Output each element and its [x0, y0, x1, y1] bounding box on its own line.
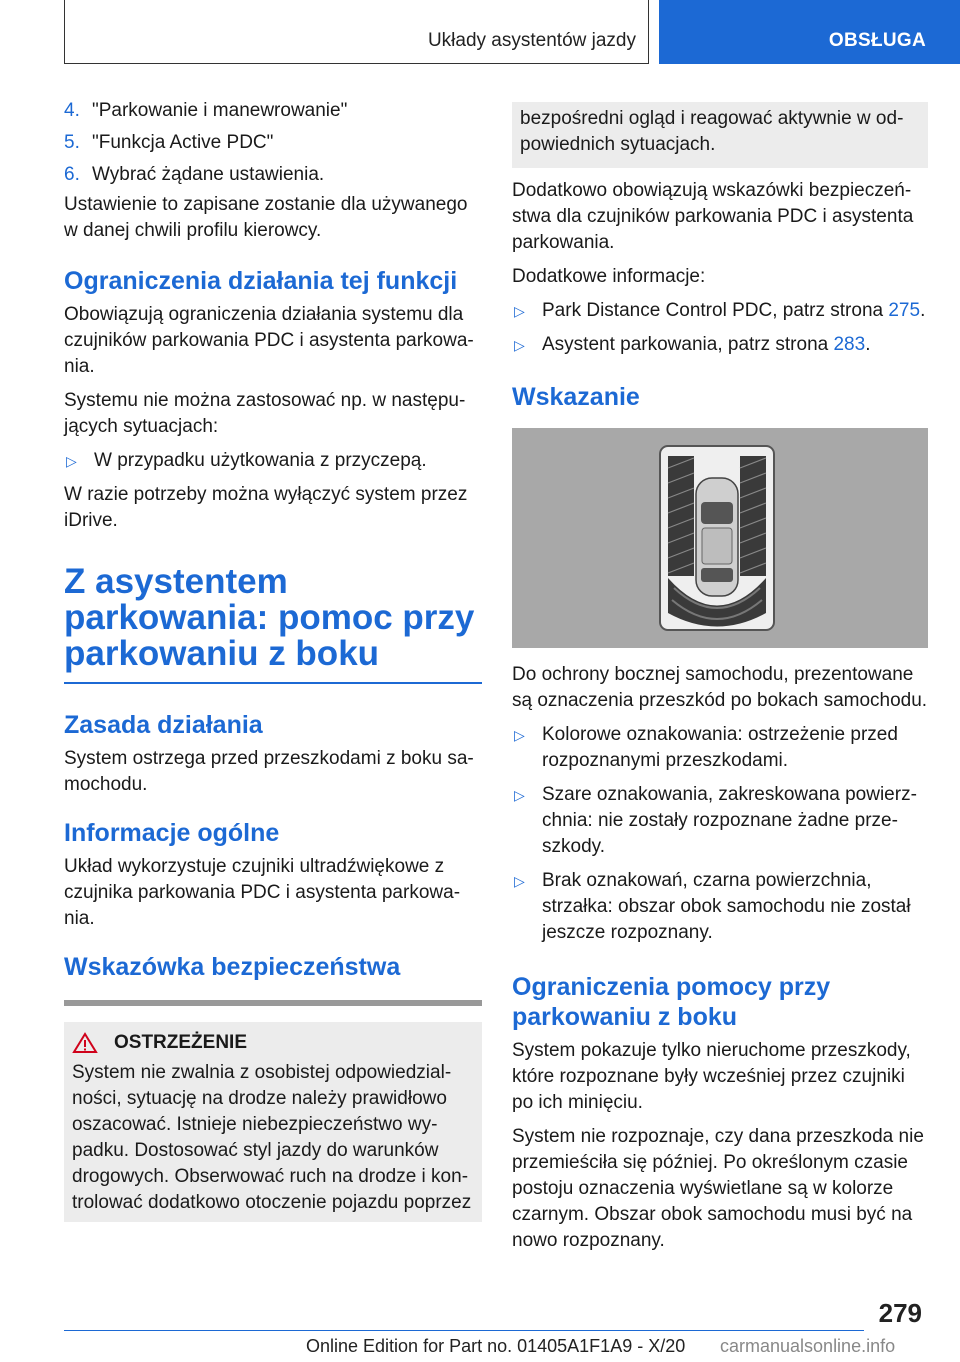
warning-rule [64, 1000, 482, 1006]
list-item [512, 722, 928, 774]
heading-display: Wskazanie [512, 383, 640, 411]
heading-principle: Zasada działania [64, 710, 263, 739]
step-text: Wybrać żądane ustawienia. [92, 164, 325, 185]
page-header [0, 0, 960, 66]
bullet-text: W przypadku użytkowania z przyczepą. [94, 450, 427, 471]
side-view-illustration [512, 428, 928, 648]
paragraph-limits: Obowiązują ograniczenia działania systemu dla czujników parkowania PDC i asystenta parkowania. [64, 304, 474, 377]
step-text: "Parkowanie i manewrowanie" [92, 100, 348, 121]
step-number: 5. [64, 132, 80, 153]
triangle-bullet-icon: ▷ [66, 453, 77, 469]
warning-label: OSTRZEŻENIE [114, 1031, 248, 1053]
warning-header [72, 1032, 474, 1054]
bullet-text: Kolorowe oznakowania: ostrzeżenie przed rozpoznanymi przeszkodami. [542, 724, 898, 771]
step-item [64, 98, 482, 124]
triangle-bullet-icon: ▷ [514, 337, 525, 353]
chapter-tab[interactable] [659, 0, 960, 64]
paragraph-limits-a: System pokazuje tylko nieruchome przeszkody, które rozpoznane były wcześniej przez czujniki po ich minięciu. [512, 1040, 911, 1113]
edition-text: Online Edition for Part no. 01405A1F1A9 - X/20 [306, 1336, 686, 1356]
paragraph-limits-b: System nie rozpoznaje, czy dana przeszkoda nie przemieściła się później. Po określonym czasie postoju oznaczenia wyświetlane są w kolorze czarnym. Obszar obok samochodu musi być na nowo rozpoznany. [512, 1126, 924, 1251]
triangle-bullet-icon: ▷ [514, 303, 525, 319]
warning-triangle-icon [72, 1032, 98, 1054]
paragraph-additional: Dodatkowo obowiązują wskazówki bezpieczeństwa dla czujników parkowania PDC i asystenta parkowania. [512, 180, 914, 253]
step-item [64, 162, 482, 188]
paragraph-info: Dodatkowe informacje: [512, 266, 706, 287]
page-link[interactable]: 283 [833, 334, 866, 355]
step-item [64, 130, 482, 156]
list-item [512, 332, 928, 358]
page-number: 279 [878, 1298, 922, 1328]
watermark: carmanualsonline.info [720, 1336, 896, 1356]
heading-general: Informacje ogólne [64, 818, 280, 847]
paragraph-disable: W razie potrzeby można wyłączyć system przez iDrive. [64, 484, 468, 531]
heading-limits: Ograniczenia działania tej funkcji [64, 267, 458, 295]
warning-text: System nie zwalnia z osobistej odpowiedzialności, sytuację na drodze należy prawidłowo oszacować. Istnieje niebezpieczeństwo wypadku. Dostosować styl jazdy do warunków drogowych. Obserwować ruch na drodze i kontrolować dodatkowo otoczenie pojazdu poprzez [72, 1061, 472, 1213]
triangle-bullet-icon: ▷ [514, 873, 525, 889]
heading-safety: Wskazówka bezpieczeństwa [64, 952, 401, 981]
paragraph-cannot: Systemu nie można zastosować np. w następujących sytuacjach: [64, 390, 466, 437]
page-link[interactable]: 275 [888, 300, 921, 321]
step-number: 4. [64, 100, 80, 121]
parking-display-image [512, 428, 928, 648]
paragraph-saved: Ustawienie to zapisane zostanie dla używanego w danej chwili profilu kierowcy. [64, 194, 468, 241]
bullet-text: Park Distance Control PDC, patrz strona 275. [542, 300, 926, 321]
chapter-tab-label: OBSŁUGA [828, 30, 926, 51]
left-column [64, 98, 482, 1222]
list-item [512, 298, 928, 324]
footer-rule [64, 1330, 864, 1331]
triangle-bullet-icon: ▷ [514, 727, 525, 743]
heading-rule [64, 682, 482, 684]
warning-box [64, 1022, 482, 1222]
paragraph-display: Do ochrony bocznej samochodu, prezentowane są oznaczenia przeszkód po bokach samochodu. [512, 664, 928, 711]
main-heading: Z asystentem parkowania: pomoc przy parkowaniu z boku [64, 562, 475, 673]
right-column [512, 102, 928, 1262]
heading-limits-side: Ograniczenia pomocy przy parkowaniu z boku [512, 973, 831, 1031]
list-item [512, 868, 928, 946]
paragraph-general: Układ wykorzystuje czujniki ultradźwiękowe z czujnika parkowania PDC i asystenta parkowania. [64, 855, 461, 929]
bullet-text: Asystent parkowania, patrz strona 283. [542, 334, 871, 355]
warning-box-continued [512, 102, 928, 168]
bullet-text: Brak oznakowań, czarna powierzchnia, strzałka: obszar obok samochodu nie został jeszcze rozpoznany. [542, 870, 911, 943]
step-number: 6. [64, 164, 80, 185]
section-title-box [64, 0, 649, 64]
warning-text-continued: bezpośredni ogląd i reagować aktywnie w odpowiednich sytuacjach. [520, 108, 904, 155]
section-title: Układy asystentów jazdy [427, 30, 636, 51]
paragraph-principle: System ostrzega przed przeszkodami z boku samochodu. [64, 747, 474, 795]
list-item [64, 448, 482, 474]
triangle-bullet-icon: ▷ [514, 787, 525, 803]
list-item [512, 782, 928, 860]
bullet-text: Szare oznakowania, zakreskowana powierzchnia: nie zostały rozpoznane żadne przeszkody. [542, 784, 917, 857]
step-text: "Funkcja Active PDC" [92, 132, 274, 153]
